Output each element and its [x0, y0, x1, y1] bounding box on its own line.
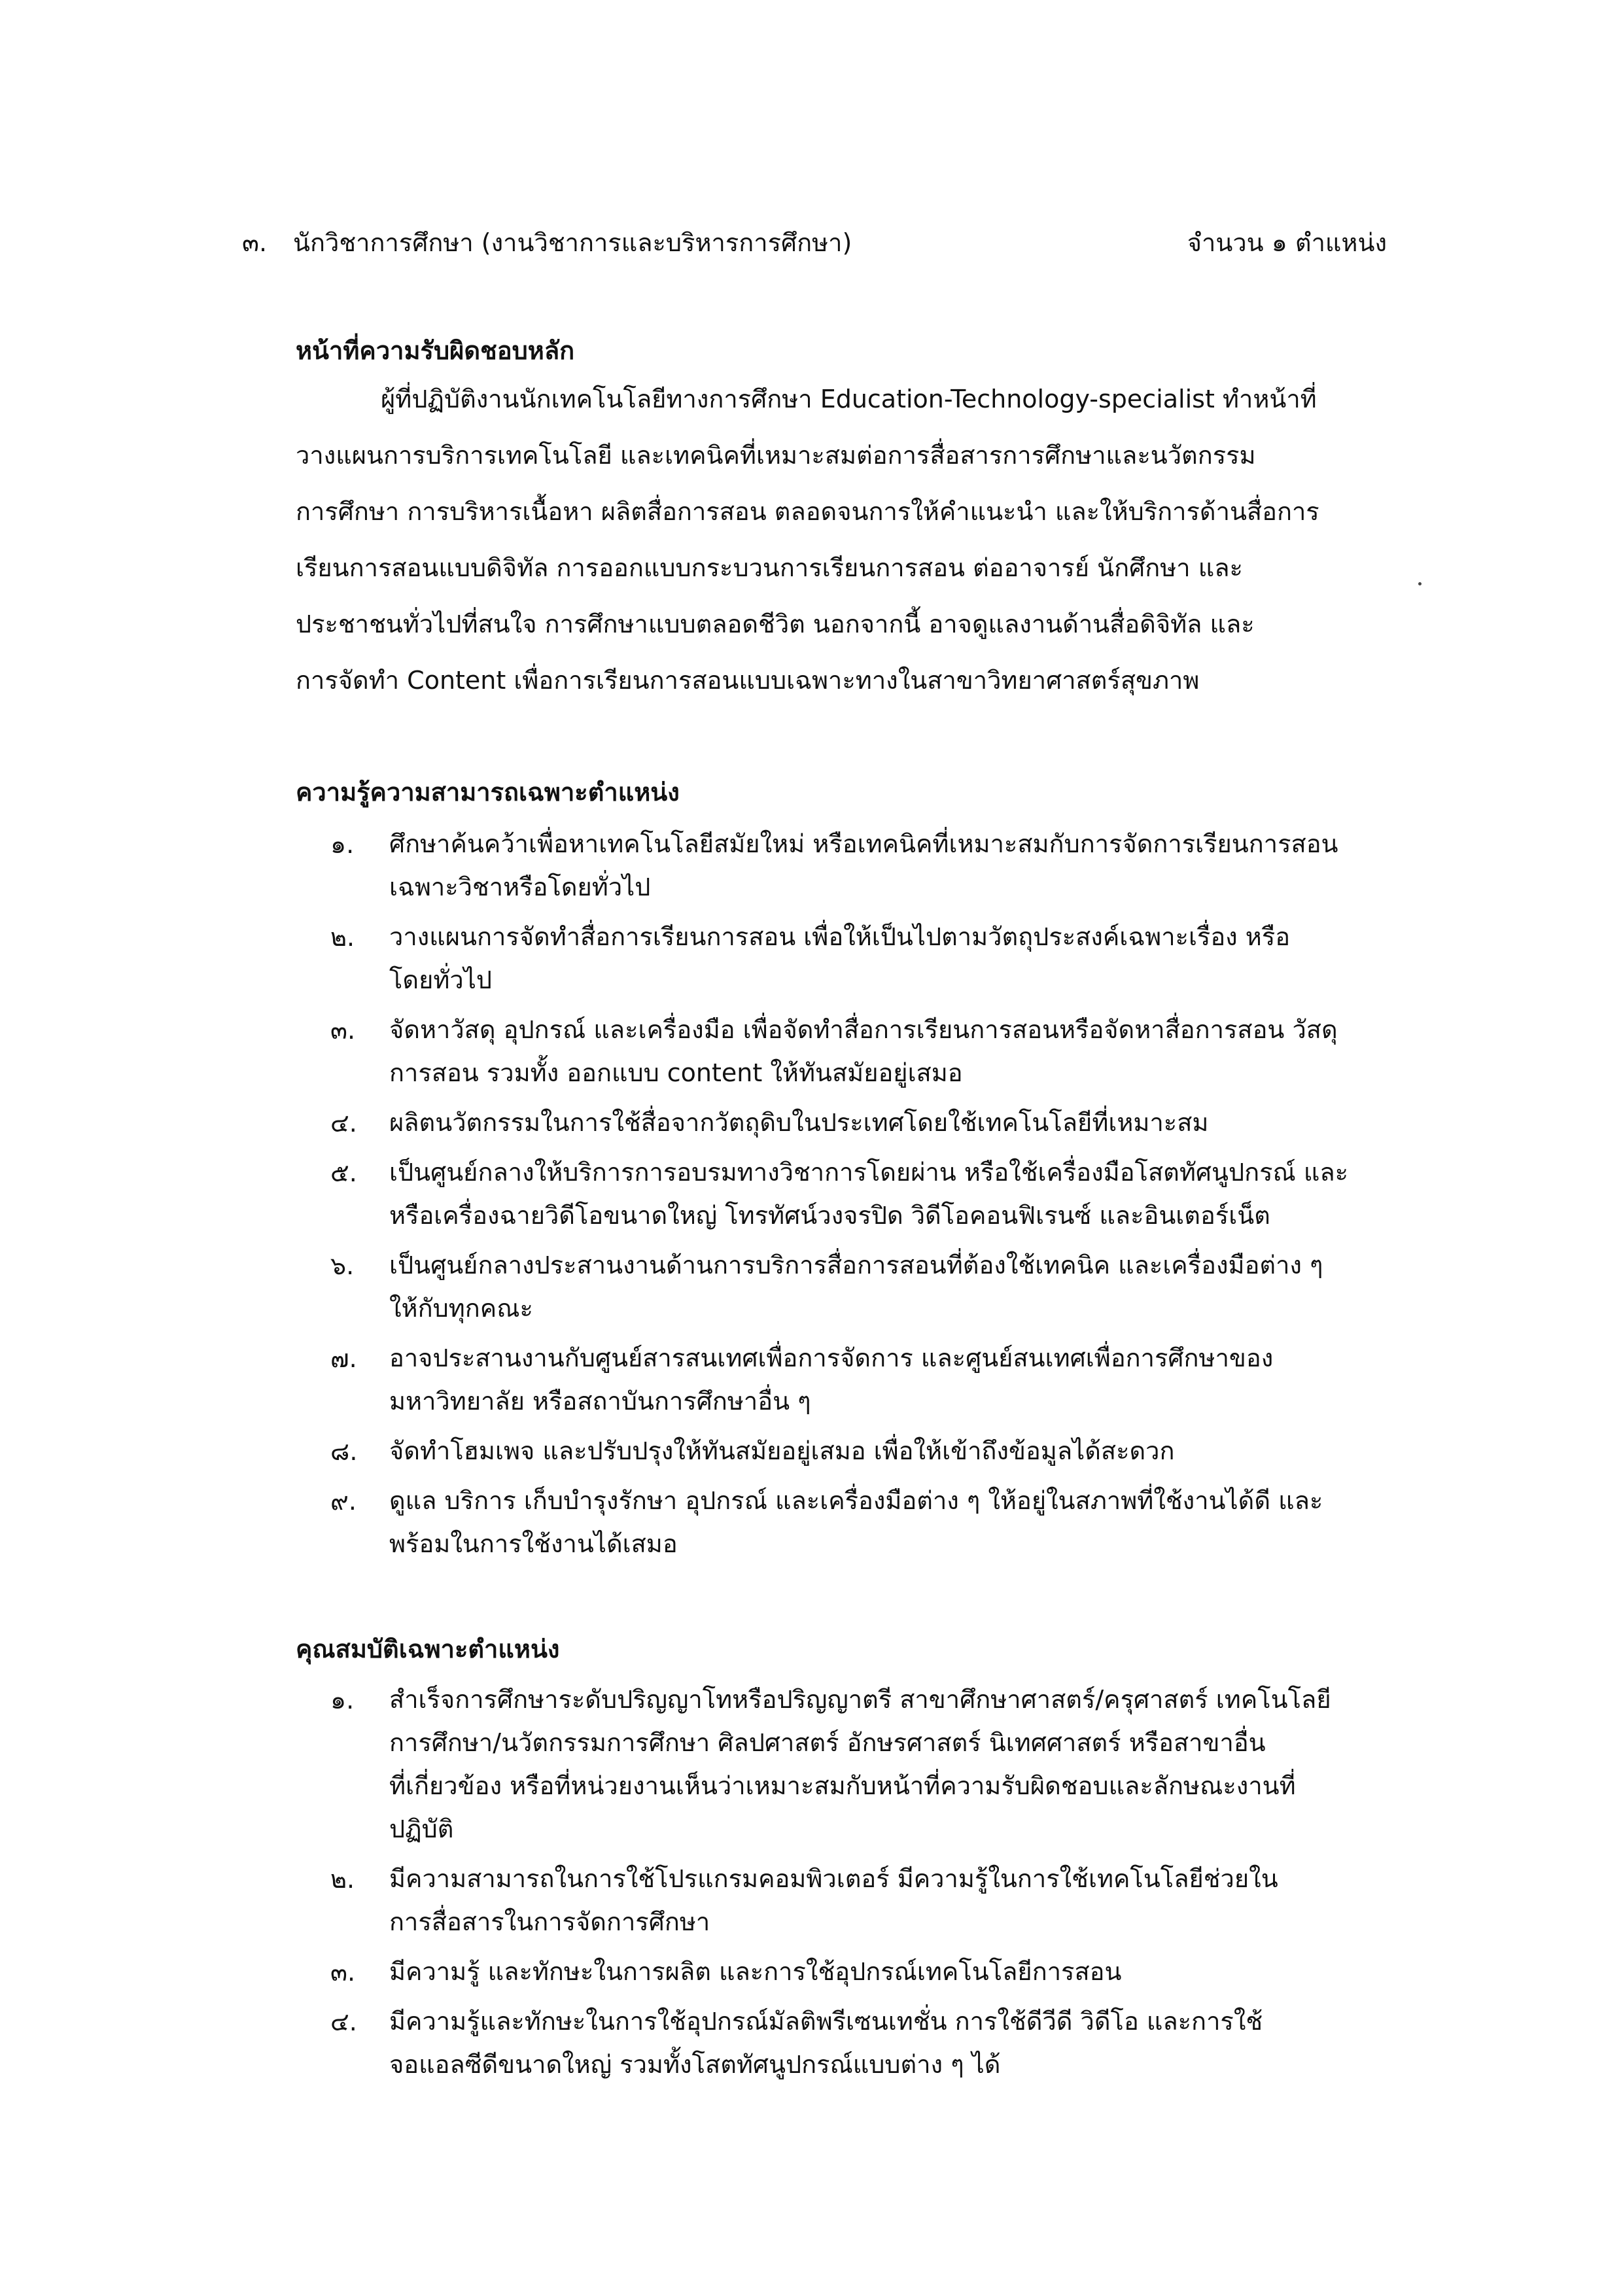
qualifications-heading: คุณสมบัติเฉพาะตำแหน่ง: [296, 1635, 560, 1663]
knowledge-heading: ความรู้ความสามารถเฉพาะตำแหน่ง: [296, 778, 680, 807]
knowledge-item: [330, 1338, 1410, 1425]
knowledge-item: [330, 1153, 1410, 1239]
knowledge-item: [330, 1010, 1410, 1096]
paragraph-line: ผู้ที่ปฏิบัติงานนักเทคโนโลยีทางการศึกษา Education-Technology-specialist ทำหน้าที่: [381, 385, 1317, 413]
item-text: ผลิตนวัตกรรมในการใช้สื่อจากวัตถุดิบในประเทศโดยใช้เทคโนโลยีที่เหมาะสม: [389, 1108, 1209, 1137]
qualification-item: [330, 2002, 1410, 2088]
paragraph-line: การศึกษา การบริหารเนื้อหา ผลิตสื่อการสอน ตลอดจนการให้คำแนะนำ และให้บริการด้านสื่อการ: [296, 497, 1319, 526]
responsibilities-heading: หน้าที่ความรับผิดชอบหลัก: [296, 336, 575, 365]
paragraph-line: การจัดทำ Content เพื่อการเรียนการสอนแบบเฉพาะทางในสาขาวิทยาศาสตร์สุขภาพ: [296, 666, 1200, 695]
item-text: อาจประสานงานกับศูนย์สารสนเทศเพื่อการจัดการ และศูนย์สนเทศเพื่อการศึกษาของ: [389, 1344, 1274, 1372]
item-text: ให้กับทุกคณะ: [389, 1294, 533, 1323]
responsibilities-paragraph: [296, 376, 1375, 714]
position-title: นักวิชาการศึกษา (งานวิชาการและบริหารการศึกษา): [293, 228, 852, 257]
item-text: สำเร็จการศึกษาระดับปริญญาโทหรือปริญญาตรี สาขาศึกษาศาสตร์/ครุศาสตร์ เทคโนโลยี: [389, 1685, 1331, 1714]
paragraph-line: ประชาชนทั่วไปที่สนใจ การศึกษาแบบตลอดชีวิต นอกจากนี้ อาจดูแลงานด้านสื่อดิจิทัล และ: [296, 610, 1255, 638]
item-text: การสอน รวมทั้ง ออกแบบ content ให้ทันสมัยอยู่เสมอ: [389, 1058, 963, 1087]
item-text: หรือเครื่องฉายวิดีโอขนาดใหญ่ โทรทัศน์วงจรปิด วิดีโอคอนฟิเรนซ์ และอินเตอร์เน็ต: [389, 1201, 1270, 1230]
qualification-item: [330, 1680, 1410, 1852]
position-count: จำนวน ๑ ตำแหน่ง: [1187, 228, 1387, 257]
item-number: ๖.: [330, 1251, 355, 1280]
paragraph-line: เรียนการสอนแบบดิจิทัล การออกแบบกระบวนการเรียนการสอน ต่ออาจารย์ นักศึกษา และ: [296, 553, 1243, 582]
item-text: มีความรู้ และทักษะในการผลิต และการใช้อุปกรณ์เทคโนโลยีการสอน: [389, 1957, 1122, 1986]
item-text: จัดทำโฮมเพจ และปรับปรุงให้ทันสมัยอยู่เสมอ เพื่อให้เข้าถึงข้อมูลได้สะดวก: [389, 1436, 1175, 1465]
item-text: เป็นศูนย์กลางประสานงานด้านการบริการสื่อการสอนที่ต้องใช้เทคนิค และเครื่องมือต่าง ๆ: [389, 1251, 1323, 1279]
item-text: การศึกษา/นวัตกรรมการศึกษา ศิลปศาสตร์ อักษรศาสตร์ นิเทศศาสตร์ หรือสาขาอื่น: [389, 1728, 1266, 1757]
item-text: มหาวิทยาลัย หรือสถาบันการศึกษาอื่น ๆ: [389, 1387, 811, 1416]
position-header: [242, 222, 1387, 268]
qualification-item: [330, 1859, 1410, 1945]
item-number: ๒.: [330, 923, 355, 952]
item-number: ๓.: [330, 1016, 356, 1045]
item-text: วางแผนการจัดทำสื่อการเรียนการสอน เพื่อให้เป็นไปตามวัตถุประสงค์เฉพาะเรื่อง หรือ: [389, 922, 1291, 951]
item-number: ๔.: [330, 2008, 357, 2036]
knowledge-item: [330, 1431, 1410, 1474]
item-text: พร้อมในการใช้งานได้เสมอ: [389, 1529, 678, 1558]
knowledge-item: [330, 917, 1410, 1003]
qualifications-list: [330, 1680, 1410, 2095]
knowledge-item: [330, 824, 1410, 911]
position-number: ๓.: [242, 228, 268, 257]
item-number: ๙.: [330, 1487, 357, 1516]
item-text: เฉพาะวิชาหรือโดยทั่วไป: [389, 873, 651, 901]
item-number: ๗.: [330, 1344, 357, 1373]
item-number: ๑.: [330, 1686, 355, 1714]
item-text: มีความสามารถในการใช้โปรแกรมคอมพิวเตอร์ มีความรู้ในการใช้เทคโนโลยีช่วยใน: [389, 1864, 1278, 1893]
paragraph-line: วางแผนการบริการเทคโนโลยี และเทคนิคที่เหมาะสมต่อการสื่อสารการศึกษาและนวัตกรรม: [296, 441, 1256, 470]
qualification-item: [330, 1952, 1410, 1995]
item-number: ๒.: [330, 1865, 355, 1894]
item-text: การสื่อสารในการจัดการศึกษา: [389, 1907, 710, 1936]
scan-speck: [1418, 582, 1422, 585]
item-number: ๔.: [330, 1109, 357, 1138]
item-text: ที่เกี่ยวข้อง หรือที่หน่วยงานเห็นว่าเหมาะสมกับหน้าที่ความรับผิดชอบและลักษณะงานที่: [389, 1771, 1296, 1800]
item-number: ๑.: [330, 830, 355, 859]
item-number: ๕.: [330, 1158, 357, 1187]
item-text: ปฏิบัติ: [389, 1815, 454, 1843]
item-number: ๘.: [330, 1437, 358, 1466]
item-number: ๓.: [330, 1958, 356, 1987]
item-text: มีความรู้และทักษะในการใช้อุปกรณ์มัลติพรีเซนเทชั่น การใช้ดีวีดี วิดีโอ และการใช้: [389, 2007, 1263, 2036]
item-text: เป็นศูนย์กลางให้บริการการอบรมทางวิชาการโดยผ่าน หรือใช้เครื่องมือโสตทัศนูปกรณ์ และ: [389, 1158, 1349, 1187]
item-text: จอแอลซีดีขนาดใหญ่ รวมทั้งโสตทัศนูปกรณ์แบบต่าง ๆ ได้: [389, 2050, 1001, 2079]
item-text: โดยทั่วไป: [389, 965, 492, 994]
knowledge-list: [330, 824, 1410, 1574]
knowledge-item: [330, 1103, 1410, 1146]
item-text: ศึกษาค้นคว้าเพื่อหาเทคโนโลยีสมัยใหม่ หรือเทคนิคที่เหมาะสมกับการจัดการเรียนการสอน: [389, 829, 1338, 858]
item-text: ดูแล บริการ เก็บบำรุงรักษา อุปกรณ์ และเครื่องมือต่าง ๆ ให้อยู่ในสภาพที่ใช้งานได้ดี และ: [389, 1486, 1323, 1515]
item-text: จัดหาวัสดุ อุปกรณ์ และเครื่องมือ เพื่อจัดทำสื่อการเรียนการสอนหรือจัดหาสื่อการสอน วัสดุ: [389, 1015, 1338, 1044]
knowledge-item: [330, 1245, 1410, 1332]
knowledge-item: [330, 1481, 1410, 1567]
